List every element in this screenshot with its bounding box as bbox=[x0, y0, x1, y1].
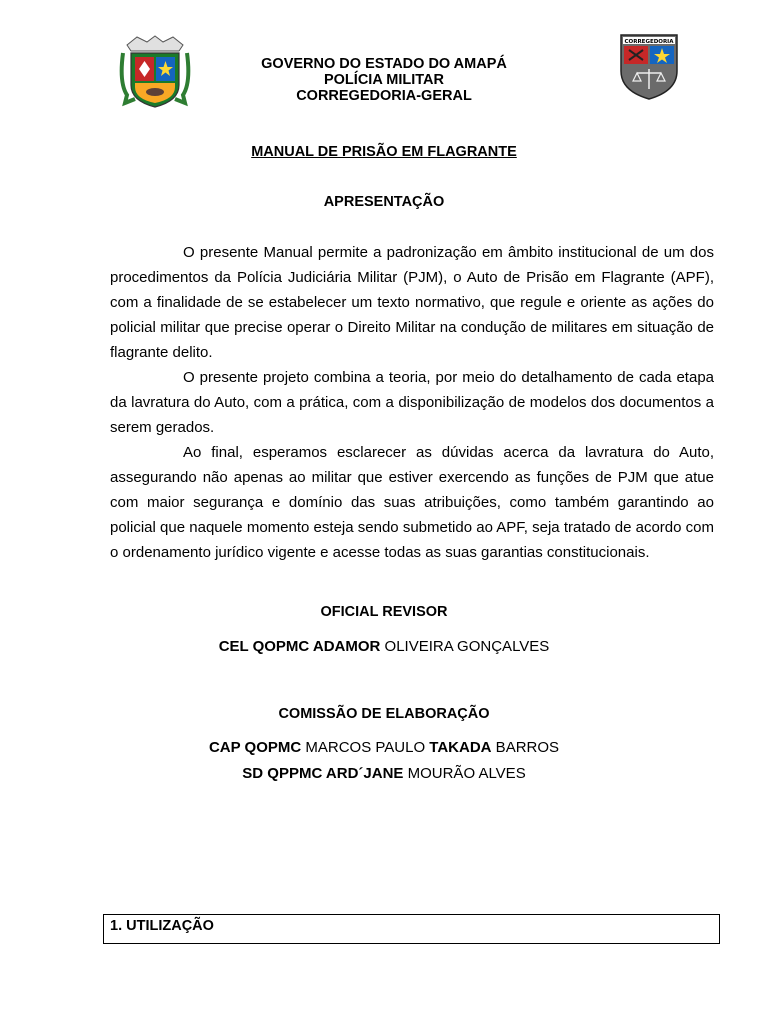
header-line-1: GOVERNO DO ESTADO DO AMAPÁ bbox=[261, 56, 507, 72]
header-line-2: POLÍCIA MILITAR bbox=[323, 72, 444, 88]
header-block bbox=[0, 56, 768, 104]
revisor-name bbox=[0, 638, 768, 655]
revisor-heading: OFICIAL REVISOR bbox=[320, 604, 448, 620]
section-1-title: 1. UTILIZAÇÃO bbox=[110, 918, 214, 934]
header-line-3: CORREGEDORIA-GERAL bbox=[296, 88, 472, 104]
member-1-rank: CAP QOPMC bbox=[208, 739, 302, 756]
document-title: MANUAL DE PRISÃO EM FLAGRANTE bbox=[251, 144, 517, 160]
body-text bbox=[110, 240, 714, 565]
paragraph-1: O presente Manual permite a padronização em âmbito institucional de um dos procedimentos da Polícia Judiciária Militar (PJM), o Auto de Prisão em Flagrante (APF), com a finalidade de se estabelecer um texto normativo, que regule e oriente as ações do policial militar que precise operar o Direito Militar na condução de militares em situação de flagrante delito. bbox=[110, 244, 714, 361]
paragraph-2: O presente projeto combina a teoria, por meio do detalhamento de cada etapa da lavratura do Auto, com a prática, com a disponibilização de modelos dos documentos a serem gerados. bbox=[110, 369, 714, 436]
section-title-apresentacao: APRESENTAÇÃO bbox=[323, 194, 445, 210]
comissao-member-1 bbox=[0, 739, 768, 756]
member-1-surname: BARROS bbox=[491, 739, 560, 756]
seal-text: CORREGEDORIA bbox=[624, 39, 674, 45]
member-1-warname: TAKADA bbox=[429, 739, 492, 756]
member-2-name: MOURÃO ALVES bbox=[403, 765, 526, 782]
paragraph-3: Ao final, esperamos esclarecer as dúvidas acerca da lavratura do Auto, assegurando não apenas ao militar que estiver exercendo as funções de PJM que atue com maior segurança e domínio das suas atribuições, como também garantindo ao policial que naquele momento esteja sendo submetido ao APF, seja tratado de acordo com o ordenamento jurídico vigente e acesse todas as suas garantias constitucionais. bbox=[110, 444, 714, 561]
member-2-rank: SD QPPMC ARD´JANE bbox=[242, 765, 404, 782]
section-1-box bbox=[103, 914, 720, 944]
revisor-name-rest: OLIVEIRA GONÇALVES bbox=[380, 638, 550, 655]
revisor-name-bold: CEL QOPMC ADAMOR bbox=[218, 638, 381, 655]
comissao-heading: COMISSÃO DE ELABORAÇÃO bbox=[278, 706, 490, 722]
comissao-member-2 bbox=[0, 765, 768, 782]
member-1-name: MARCOS PAULO bbox=[301, 739, 430, 756]
